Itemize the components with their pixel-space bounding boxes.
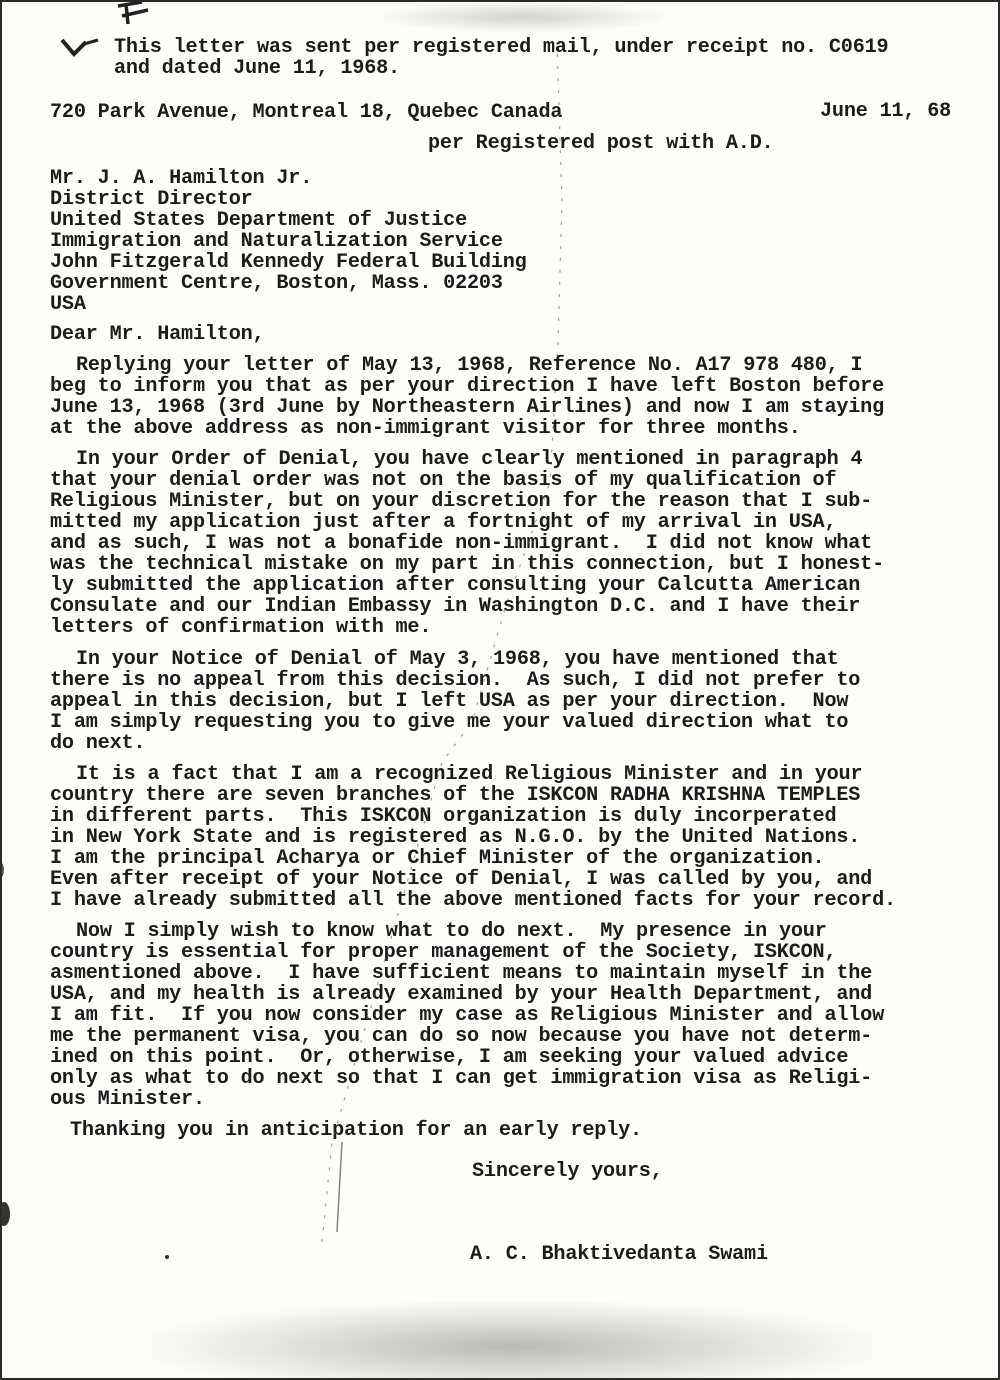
recipient-country: USA (50, 293, 86, 316)
paragraph-5-line: ous Minister. (50, 1088, 205, 1111)
paragraph-4-line: It is a fact that I am a recognized Religious Minister and in your (76, 763, 863, 786)
paragraph-2-line: Consulate and our Indian Embassy in Washington D.C. and I have their (50, 595, 861, 618)
paragraph-4-line: I am the principal Acharya or Chief Minister of the organization. (50, 847, 825, 870)
paragraph-1-line: beg to inform you that as per your direction I have left Boston before (50, 375, 885, 398)
paragraph-2-line: and as such, I was not a bonafide non-immigrant. I did not know what (50, 532, 873, 555)
recipient-building: John Fitzgerald Kennedy Federal Building (50, 251, 527, 274)
paragraph-2-line: was the technical mistake on my part in this connection, but I honest- (50, 553, 885, 576)
paragraph-4-line: in New York State and is registered as N.G.O. by the United Nations. (50, 826, 861, 849)
paragraph-4-line: I have already submitted all the above mentioned facts for your record. (50, 889, 896, 912)
paragraph-3-line: there is no appeal from this decision. As such, I did not prefer to (50, 669, 861, 692)
recipient-name: Mr. J. A. Hamilton Jr. (50, 167, 313, 190)
paragraph-5-line: Now I simply wish to know what to do next. My presence in your (76, 920, 827, 943)
registered-mail-note-line-2: and dated June 11, 1968. (114, 57, 400, 80)
paragraph-4-line: country there are seven branches of the ISKCON RADHA KRISHNA TEMPLES (50, 784, 861, 807)
ink-smudge-top (382, 2, 662, 32)
closing-thanks: Thanking you in anticipation for an early reply. (70, 1119, 642, 1142)
edge-blot (0, 1202, 10, 1226)
paragraph-3-line: appeal in this decision, but I left USA as per your direction. Now (50, 690, 849, 713)
paragraph-4-line: in different parts. This ISKCON organization is duly incorperated (50, 805, 837, 828)
registered-mail-note-line-1: This letter was sent per registered mail, under receipt no. C0619 (114, 36, 889, 59)
paragraph-3-line: In your Notice of Denial of May 3, 1968, you have mentioned that (76, 648, 839, 671)
ink-smudge-bottom (152, 1302, 872, 1380)
paragraph-2-line: mitted my application just after a fortnight of my arrival in USA, (50, 511, 837, 534)
recipient-city: Government Centre, Boston, Mass. 02203 (50, 272, 503, 295)
paragraph-1-line: Replying your letter of May 13, 1968, Reference No. A17 978 480, I (76, 354, 863, 377)
recipient-department: United States Department of Justice (50, 209, 468, 232)
paragraph-3-line: do next. (50, 732, 146, 755)
paragraph-2-line: that your denial order was not on the basis of my qualification of (50, 469, 837, 492)
paragraph-4-line: Even after receipt of your Notice of Denial, I was called by you, and (50, 868, 873, 891)
paragraph-1-line: June 13, 1968 (3rd June by Northeastern Airlines) and now I am staying (50, 396, 885, 419)
paragraph-5-line: me the permanent visa, you can do so now because you have not determ- (50, 1025, 873, 1048)
paragraph-5-line: USA, and my health is already examined by your Health Department, and (50, 983, 873, 1006)
salutation: Dear Mr. Hamilton, (50, 323, 265, 346)
paragraph-5-line: only as what to do next so that I can get immigration visa as Religi- (50, 1067, 873, 1090)
complimentary-close: Sincerely yours, (472, 1160, 663, 1183)
paragraph-2-line: Religious Minister, but on your discretion for the reason that I sub- (50, 490, 873, 513)
paragraph-5-line: asmentioned above. I have sufficient means to maintain myself in the (50, 962, 873, 985)
edge-blot (0, 862, 4, 878)
post-method: per Registered post with A.D. (428, 132, 774, 155)
paragraph-5-line: ined on this point. Or, otherwise, I am seeking your valued advice (50, 1046, 849, 1069)
paragraph-5-line: country is essential for proper management of the Society, ISKCON, (50, 941, 837, 964)
letter-date: June 11, 68 (820, 100, 952, 123)
sender-address: 720 Park Avenue, Montreal 18, Quebec Canada (50, 101, 563, 124)
recipient-service: Immigration and Naturalization Service (50, 230, 503, 253)
paragraph-2-line: ly submitted the application after consulting your Calcutta American (50, 574, 861, 597)
paragraph-5-line: I am fit. If you now consider my case as Religious Minister and allow (50, 1004, 885, 1027)
paragraph-1-line: at the above address as non-immigrant visitor for three months. (50, 417, 801, 440)
paragraph-3-line: I am simply requesting you to give me your valued direction what to (50, 711, 849, 734)
paragraph-2-line: In your Order of Denial, you have clearly mentioned in paragraph 4 (76, 448, 863, 471)
signatory-name: A. C. Bhaktivedanta Swami (470, 1243, 768, 1266)
recipient-title: District Director (50, 188, 253, 211)
paragraph-2-line: letters of confirmation with me. (50, 616, 432, 639)
